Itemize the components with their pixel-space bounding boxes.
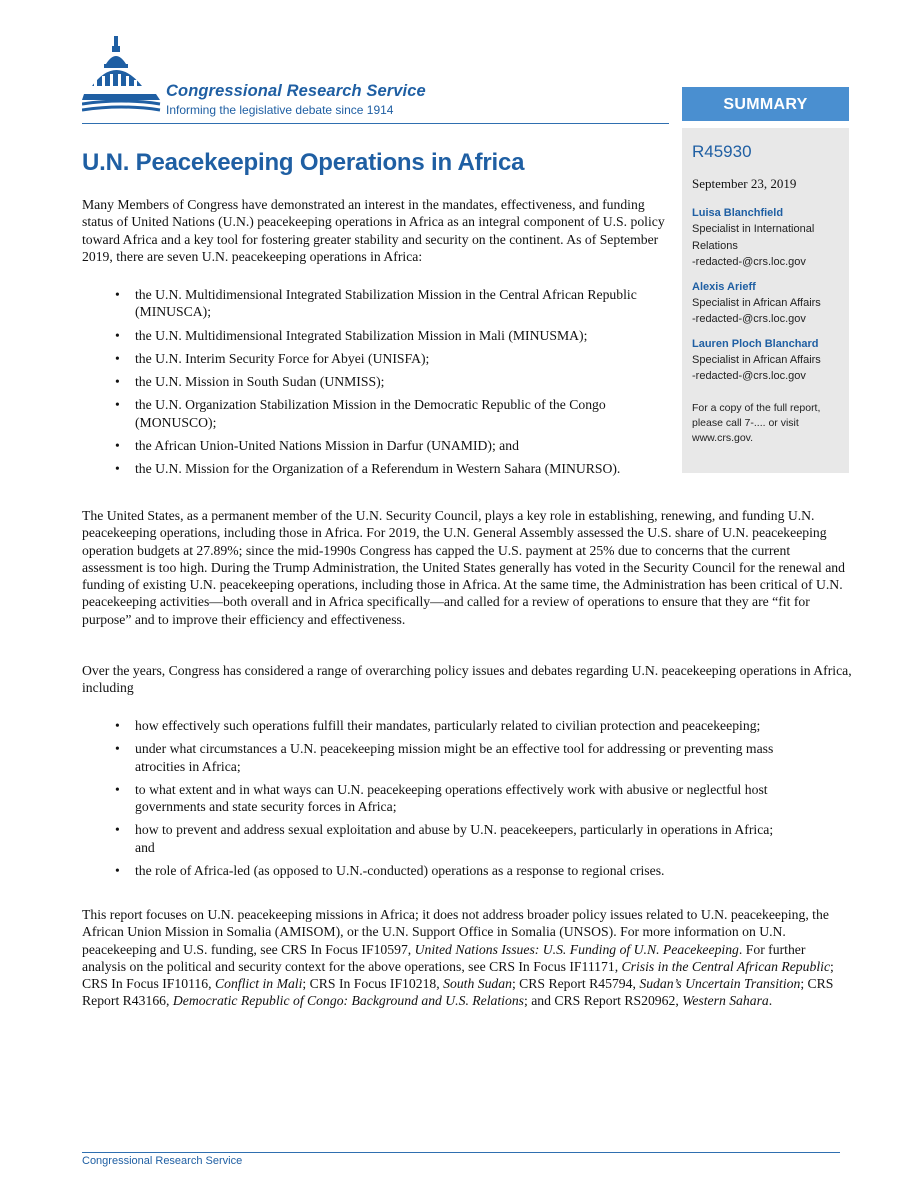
author <box>692 337 841 385</box>
author-email: -redacted-@crs.loc.gov <box>692 256 806 268</box>
report-date: September 23, 2019 <box>692 176 797 191</box>
bullet-icon: • <box>115 781 120 797</box>
bullet-icon: • <box>115 461 120 477</box>
bullet-icon: • <box>115 397 120 413</box>
bullet-icon: • <box>115 822 120 838</box>
list-item: • how to prevent and address sexual exploitation and abuse by U.N. peacekeepers, particularly in operations in Africa; and <box>115 822 774 855</box>
report-link: South Sudan <box>443 976 512 992</box>
intro-paragraph: Many Members of Congress have demonstrated an interest in the mandates, effectiveness, and funding status of United Nations (U.N.) peacekeeping operations in Africa as an integral component of U.S. policy toward Africa and a key tool for fostering greater stability and security on the continent. As of September 2019, there are seven U.N. peacekeeping operations in Africa: <box>82 197 665 264</box>
crs-logo <box>82 34 482 122</box>
list-item: • under what circumstances a U.N. peacekeeping mission might be an effective tool for addressing or preventing mass atrocities in Africa; <box>115 741 774 774</box>
report-link: Crisis in the Central African Republic <box>621 958 831 974</box>
page-title: U.N. Peacekeeping Operations in Africa <box>82 149 525 176</box>
report-link: Sudan’s Uncertain Transition <box>639 976 801 992</box>
header-divider <box>82 123 669 124</box>
sidebar-note: For a copy of the full report, please call 7-.... or visit www.crs.gov. <box>692 401 821 444</box>
author-title: Relations <box>692 239 738 252</box>
list-item: • the U.N. Multidimensional Integrated Stabilization Mission in the Central African Republic (MINUSCA); <box>115 287 637 320</box>
org-name: Congressional Research Service <box>166 82 426 100</box>
footer-divider <box>82 1152 840 1153</box>
list-item: • the U.N. Multidimensional Integrated Stabilization Mission in Mali (MINUSMA); <box>115 327 588 343</box>
list-item: • the role of Africa-led (as opposed to U.N.-conducted) operations as a response to regional crises. <box>115 863 665 879</box>
us-role-paragraph: The United States, as a permanent member of the U.N. Security Council, plays a key role in establishing, renewing, and funding U.N. peacekeeping operations, including those in Africa. For 2019, the U.N. General Assembly assessed the U.S. share of U.N. peacekeeping operation budgets at 27.89%; since the mid-1990s Congress has capped the U.S. payment at 25% due to concerns that the current assessment is too high. During the Trump Administration, the United States generally has voted in the Security Council for the renewal and funding of existing U.N. peacekeeping operations, including those in Africa. At the same time, the Administration has been critical of U.N. peacekeeping activities—both overall and in Africa specifically—and called for a review of operations to ensure that they are “fit for purpose” and to improve their efficiency and effectiveness. <box>82 508 845 627</box>
footer-org-name: Congressional Research Service <box>82 1155 243 1167</box>
list-item: • how effectively such operations fulfill their mandates, particularly related to civilian protection and peacekeeping; <box>115 718 761 733</box>
report-link: Western Sahara <box>682 993 769 1009</box>
report-link: Democratic Republic of Congo: Background and U.S. Relations <box>172 993 524 1009</box>
bullet-icon: • <box>115 718 120 733</box>
author-title: Specialist in African Affairs <box>692 353 821 366</box>
list-item: • the African Union-United Nations Mission in Darfur (UNAMID); and <box>115 438 519 454</box>
report-link: Conflict in Mali <box>214 976 303 992</box>
issues-list <box>82 717 782 885</box>
author-name: Luisa Blanchfield <box>692 207 784 219</box>
author <box>692 280 841 328</box>
report-id: R45930 <box>692 142 752 161</box>
report-link: United Nations Issues: U.S. Funding of U.N. Peacekeeping <box>414 941 739 957</box>
bullet-icon: • <box>115 350 120 366</box>
bullet-icon: • <box>115 287 120 302</box>
bullet-icon: • <box>115 374 120 390</box>
list-item: • the U.N. Interim Security Force for Abyei (UNISFA); <box>115 350 430 366</box>
policy-issues-paragraph: Over the years, Congress has considered a range of overarching policy issues and debates regarding U.N. peacekeeping operations in Africa, including <box>82 663 852 696</box>
author-name: Lauren Ploch Blanchard <box>692 337 819 350</box>
list-item: • the U.N. Mission for the Organization of a Referendum in Western Sahara (MINURSO). <box>115 461 621 477</box>
author-title: Specialist in African Affairs <box>692 296 821 309</box>
author-name: Alexis Arieff <box>692 280 756 293</box>
report-scope-paragraph: This report focuses on U.N. peacekeeping missions in Africa; it does not address broader policy issues related to U.N. peacekeeping, the African Union Mission in Somalia (AMISOM), or the U.N. Support Office in Somalia (UNSOS). For more information on U.N. peacekeeping and U.S. funding, see CRS In Focus IF10597, United Nations Issues: U.S. Funding of U.N. Peacekeeping. For further analysis on the political and security context for the above operations, see CRS In Focus IF11171, Crisis in the Central African Republic; CRS In Focus IF10116, Conflict in Mali; CRS In Focus IF10218, South Sudan; CRS Report R45794, Sudan’s Uncertain Transition; CRS Report R43166, Democratic Republic of Congo: Background and U.S. Relations; and CRS Report RS20962, Western Sahara. <box>82 907 834 1009</box>
list-item: • the U.N. Organization Stabilization Mission in the Democratic Republic of the Congo (MONUSCO); <box>115 397 606 430</box>
list-item: • to what extent and in what ways can U.N. peacekeeping operations effectively work with abusive or neglectful host governments and state security forces in Africa; <box>115 781 768 815</box>
bullet-icon: • <box>115 438 120 454</box>
author-title: Specialist in International <box>692 223 815 235</box>
summary-sidebar <box>682 128 849 473</box>
capitol-dome-icon <box>82 34 162 122</box>
missions-list <box>82 286 682 484</box>
bullet-icon: • <box>115 741 120 757</box>
author-email: -redacted-@crs.loc.gov <box>692 370 806 382</box>
author <box>692 206 841 271</box>
bullet-icon: • <box>115 863 120 879</box>
summary-tab: SUMMARY <box>682 87 849 121</box>
author-email: -redacted-@crs.loc.gov <box>692 313 806 325</box>
bullet-icon: • <box>115 327 120 343</box>
org-tagline: Informing the legislative debate since 1914 <box>166 103 394 117</box>
list-item: • the U.N. Mission in South Sudan (UNMISS); <box>115 374 385 390</box>
